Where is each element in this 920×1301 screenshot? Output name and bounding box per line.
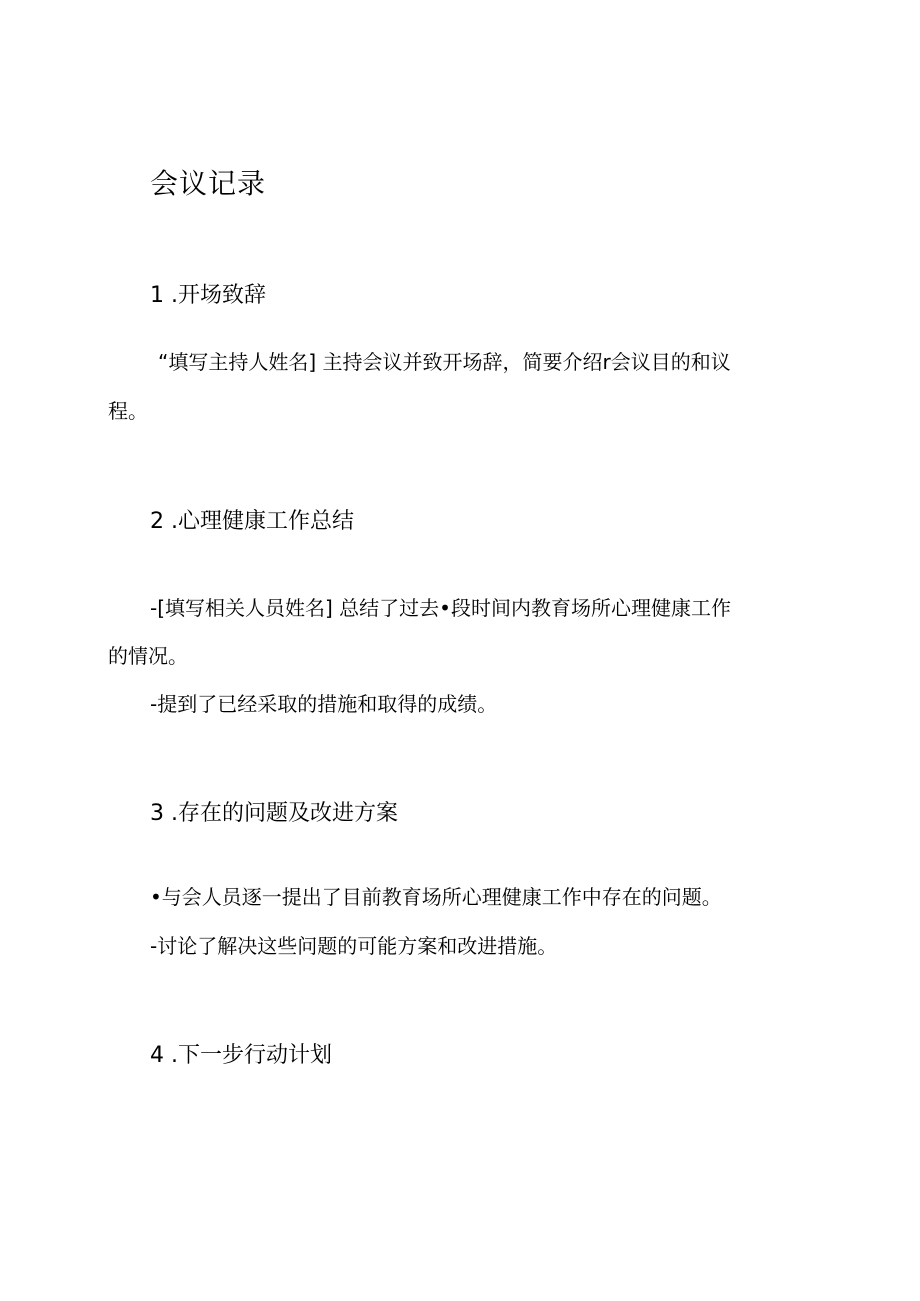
section-heading-mental-health-summary: 2 .心理健康工作总结 bbox=[150, 509, 354, 534]
paragraph-line: 的情况。 bbox=[108, 644, 188, 668]
paragraph-line: -讨论了解决这些问题的可能方案和改进措施。 bbox=[150, 934, 558, 958]
section-heading-problems-and-improvements: 3 .存在的问题及改进方案 bbox=[150, 801, 398, 826]
paragraph-line: 程。 bbox=[108, 399, 148, 423]
paragraph-line: •与会人员逐一提出了目前教育场所心理健康工作中存在的问题。 bbox=[150, 885, 722, 909]
paragraph-line: -提到了已经采取的措施和取得的成绩。 bbox=[150, 692, 498, 716]
paragraph-line: -[填写相关人员姓名] 总结了过去•段时间内教育场所心理健康工作 bbox=[150, 596, 731, 620]
paragraph-line: “填写主持人姓名] 主持会议并致开场辞，简要介绍r会议目的和议 bbox=[158, 350, 731, 374]
section-heading-opening-remarks: 1 .开场致辞 bbox=[150, 283, 266, 308]
page-title: 会议记录 bbox=[150, 167, 267, 200]
section-heading-next-steps: 4 .下一步行动计划 bbox=[150, 1043, 332, 1068]
